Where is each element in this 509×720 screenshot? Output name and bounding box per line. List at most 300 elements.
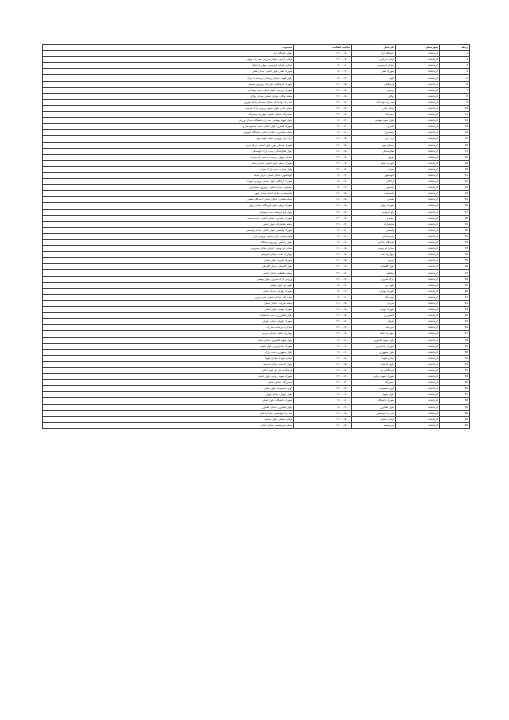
cell-site: ماهیدشت xyxy=(352,191,396,197)
cell-description: شهرک معلم، بلوار اصلی، میدان معلم xyxy=(43,160,294,166)
cell-site: بیستون xyxy=(352,185,396,191)
cell-index: 41 xyxy=(440,294,470,300)
cell-site: بلوار اندیشه xyxy=(352,361,396,367)
cell-hours: ۰۹:۰۰-۱۱:۰۰ xyxy=(294,398,352,404)
cell-index: 61 xyxy=(440,416,470,422)
cell-city: کرمانشاه xyxy=(396,124,440,130)
cell-hours: ۱۴:۰۰-۱۶:۰۰ xyxy=(294,215,352,221)
cell-hours: ۱۶:۰۰-۱۸:۰۰ xyxy=(294,142,352,148)
cell-description: محله هلشی، خیابان اصلی، ایستگاه هلشی xyxy=(43,197,294,203)
cell-city: کرمانشاه xyxy=(396,63,440,69)
cell-index: 30 xyxy=(440,227,470,233)
cell-index: 56 xyxy=(440,386,470,392)
cell-index: 38 xyxy=(440,276,470,282)
cell-city: کرمانشاه xyxy=(396,288,440,294)
cell-index: 31 xyxy=(440,233,470,239)
cell-site: کوی مسعودیه xyxy=(352,386,396,392)
cell-description: بلوار سراب، جنب پارک سراب xyxy=(43,166,294,172)
cell-hours: ۰۹:۰۰-۱۱:۰۰ xyxy=(294,179,352,185)
cell-hours: ۱۶:۰۰-۱۸:۰۰ xyxy=(294,246,352,252)
cell-description: شهرک ژاندارمری، بلوار اصلی xyxy=(43,343,294,349)
cell-hours: ۱۶:۰۰-۱۸:۰۰ xyxy=(294,355,352,361)
cell-hours: ۱۶:۰۰-۱۸:۰۰ xyxy=(294,307,352,313)
cell-index: 3 xyxy=(440,63,470,69)
cell-index: 59 xyxy=(440,404,470,410)
cell-hours: ۰۹:۰۰-۱۱:۰۰ xyxy=(294,118,352,124)
cell-site: شهرک دانشگاه xyxy=(352,398,396,404)
cell-hours: ۱۴:۰۰-۱۶:۰۰ xyxy=(294,112,352,118)
cell-city: کرمانشاه xyxy=(396,148,440,154)
cell-city: کرمانشاه xyxy=(396,172,440,178)
cell-site: سراب xyxy=(352,166,396,172)
cell-city: کرمانشاه xyxy=(396,374,440,380)
cell-description: محله سرچشمه، خیابان اصلی xyxy=(43,422,294,428)
table-body xyxy=(43,51,470,429)
cell-index: 14 xyxy=(440,130,470,136)
cell-hours: ۰۹:۰۰-۱۱:۰۰ xyxy=(294,337,352,343)
header-city: شهرستان xyxy=(396,45,440,51)
cell-index: 40 xyxy=(440,288,470,294)
cell-description: بلوار طاق‌بستان، جنب پارک کوهستان xyxy=(43,148,294,154)
cell-hours: ۱۴:۰۰-۱۶:۰۰ xyxy=(294,154,352,160)
cell-index: 9 xyxy=(440,99,470,105)
cell-index: 11 xyxy=(440,112,470,118)
cell-site: امیریه xyxy=(352,258,396,264)
cell-description: شهرک مسکن مهر، بلوار اصلی، مرکز خرید xyxy=(43,142,294,148)
cell-site: ایستگاه راه‌آهن xyxy=(352,240,396,246)
cell-site: شهرک پرواز xyxy=(352,203,396,209)
cell-description: چهارراه نفت، خیابان شریعتی xyxy=(43,252,294,258)
cell-description: شهرک امیریه، بلوار اصلی xyxy=(43,258,294,264)
cell-hours: ۰۹:۰۰-۱۱:۰۰ xyxy=(294,185,352,191)
cell-hours: ۰۹:۰۰-۱۱:۰۰ xyxy=(294,343,352,349)
cell-index: 21 xyxy=(440,172,470,178)
cell-city: کرمانشاه xyxy=(396,51,440,57)
cell-description: سه راه دولت‌آباد، خیابان مصدق، پایانه شهری xyxy=(43,99,294,105)
cell-city: کرمانشاه xyxy=(396,252,440,258)
cell-site: میدان فردوسی xyxy=(352,246,396,252)
cell-site: الهیه xyxy=(352,75,396,81)
cell-hours: ۰۹:۰۰-۱۱:۰۰ xyxy=(294,124,352,130)
cell-description: شهرک بهاران، میدان اصلی xyxy=(43,288,294,294)
cell-hours: ۰۹:۰۰-۱۱:۰۰ xyxy=(294,392,352,398)
cell-city: کرمانشاه xyxy=(396,276,440,282)
header-description: محدوده xyxy=(43,45,294,51)
cell-hours: ۱۴:۰۰-۱۶:۰۰ xyxy=(294,166,352,172)
cell-city: کرمانشاه xyxy=(396,349,440,355)
cell-hours: ۱۶:۰۰-۱۸:۰۰ xyxy=(294,410,352,416)
cell-description: محله چقامیرزا، خیابان اصلی، ایستگاه اتوبوس xyxy=(43,130,294,136)
cell-index: 45 xyxy=(440,319,470,325)
cell-description: بیستون، میدان اصلی، روبروی بخشداری xyxy=(43,185,294,191)
cell-city: کرمانشاه xyxy=(396,325,440,331)
cell-city: کرمانشاه xyxy=(396,282,440,288)
cell-city: کرمانشاه xyxy=(396,361,440,367)
cell-hours: ۰۹:۰۰-۱۱:۰۰ xyxy=(294,233,352,239)
cell-description: بلوار دانشگاه آزاد xyxy=(43,51,294,57)
cell-hours: ۱۶:۰۰-۱۸:۰۰ xyxy=(294,416,352,422)
cell-description: شهرک دانشگاه، بلوار اصلی xyxy=(43,398,294,404)
cell-description: بلوار گلستان، میدان گلستان xyxy=(43,264,294,270)
cell-site: هلشی xyxy=(352,197,396,203)
cell-city: کرمانشاه xyxy=(396,209,440,215)
cell-hours: ۱۴:۰۰-۱۶:۰۰ xyxy=(294,331,352,337)
cell-site: فرهنگیان دو xyxy=(352,367,396,373)
cell-description: بلوار اندیشه، میدان اندیشه xyxy=(43,361,294,367)
cell-site: بلوار جمهوری xyxy=(352,349,396,355)
cell-hours: ۰۹:۰۰-۱۱:۰۰ xyxy=(294,294,352,300)
cell-city: کرمانشاه xyxy=(396,130,440,136)
cell-city: کرمانشاه xyxy=(396,118,440,124)
cell-site: دولت‌آباد xyxy=(352,294,396,300)
cell-city: کرمانشاه xyxy=(396,337,440,343)
cell-description: بلوار کشاورز، میدان کشاورز xyxy=(43,404,294,410)
cell-city: کرمانشاه xyxy=(396,69,440,75)
cell-site: شهرک معلم xyxy=(352,160,396,166)
cell-index: 12 xyxy=(440,118,470,124)
cell-index: 53 xyxy=(440,367,470,373)
cell-city: کرمانشاه xyxy=(396,300,440,306)
cell-description: میدان مصلی، بلوار مصلی xyxy=(43,416,294,422)
cell-hours: ۱۶:۰۰-۱۸:۰۰ xyxy=(294,81,352,87)
cell-site: فرهنگیان xyxy=(352,81,396,87)
cell-description: شهرک شهید رجایی، بلوار اصلی xyxy=(43,374,294,380)
cell-index: 6 xyxy=(440,81,470,87)
cell-site: نیلوفر xyxy=(352,319,396,325)
cell-hours: ۱۴:۰۰-۱۶:۰۰ xyxy=(294,51,352,57)
cell-site: چهارراه نفت xyxy=(352,252,396,258)
cell-description: شهرک فرهنگیان، فاز یک، روبروی مسجد xyxy=(43,81,294,87)
cell-site: پردیس xyxy=(352,87,396,93)
cell-index: 19 xyxy=(440,160,470,166)
cell-site: بلوار گلستان xyxy=(352,264,396,270)
cell-index: 33 xyxy=(440,246,470,252)
cell-index: 24 xyxy=(440,191,470,197)
cell-index: 2 xyxy=(440,57,470,63)
cell-site: شهرک بهاران xyxy=(352,288,396,294)
cell-index: 32 xyxy=(440,240,470,246)
cell-description: دره دراز، ورودی محله، کوچه بهار xyxy=(43,136,294,142)
cell-description: شهرک نیلوفر، میدان نیلوفر xyxy=(43,319,294,325)
cell-site: میدان مرکزی xyxy=(352,57,396,63)
cell-hours: ۱۴:۰۰-۱۶:۰۰ xyxy=(294,264,352,270)
cell-hours: ۱۶:۰۰-۱۸:۰۰ xyxy=(294,258,352,264)
cell-index: 48 xyxy=(440,337,470,343)
cell-site: دبیرخانه xyxy=(352,325,396,331)
cell-description: فرهنگیان فاز دو، بلوار اصلی xyxy=(43,367,294,373)
cell-site: جعفرآباد xyxy=(352,112,396,118)
cell-city: کرمانشاه xyxy=(396,258,440,264)
cell-index: 22 xyxy=(440,179,470,185)
cell-index: 1 xyxy=(440,51,470,57)
cell-hours: ۱۴:۰۰-۱۶:۰۰ xyxy=(294,325,352,331)
cell-city: کرمانشاه xyxy=(396,355,440,361)
cell-description: کیهانشهر، خیابان اصلی، مرکز محله xyxy=(43,172,294,178)
cell-site: کشاورزی xyxy=(352,313,396,319)
cell-city: کرمانشاه xyxy=(396,87,440,93)
cell-hours: ۱۴:۰۰-۱۶:۰۰ xyxy=(294,57,352,63)
cell-description: بلوار کشاورزی، جنب دانشکده xyxy=(43,313,294,319)
cell-description: ورودی پارک شیرین، بلوار بهشتی xyxy=(43,276,294,282)
cell-site: شهرک مهدیه xyxy=(352,307,396,313)
cell-hours: ۱۴:۰۰-۱۶:۰۰ xyxy=(294,270,352,276)
cell-index: 50 xyxy=(440,349,470,355)
cell-hours: ۱۶:۰۰-۱۸:۰۰ xyxy=(294,87,352,93)
cell-city: کرمانشاه xyxy=(396,416,440,422)
cell-site: سرچشمه xyxy=(352,422,396,428)
cell-site: دره دراز xyxy=(352,136,396,142)
cell-site: حافظیه xyxy=(352,270,396,276)
cell-index: 35 xyxy=(440,258,470,264)
cell-hours: ۰۹:۰۰-۱۱:۰۰ xyxy=(294,172,352,178)
cell-city: کرمانشاه xyxy=(396,99,440,105)
cell-city: کرمانشاه xyxy=(396,319,440,325)
cell-hours: ۰۹:۰۰-۱۱:۰۰ xyxy=(294,130,352,136)
cell-description: بلوار شهید بهشتی، سه راه دانشگاه، میدان ورزش xyxy=(43,118,294,124)
cell-city: کرمانشاه xyxy=(396,270,440,276)
cell-description: محله حافظیه، خیابان اصلی xyxy=(43,270,294,276)
cell-hours: ۱۶:۰۰-۱۸:۰۰ xyxy=(294,148,352,154)
cell-city: کرمانشاه xyxy=(396,380,440,386)
cell-city: کرمانشاه xyxy=(396,227,440,233)
cell-city: کرمانشاه xyxy=(396,264,440,270)
cell-city: کرمانشاه xyxy=(396,221,440,227)
cell-description: سبزه‌میدان، بازار سنتی، ورودی بازار xyxy=(43,233,294,239)
cell-index: 29 xyxy=(440,221,470,227)
header-index: ردیف xyxy=(440,45,470,51)
cell-site: پارک شیرین xyxy=(352,276,396,282)
cell-city: کرمانشاه xyxy=(396,160,440,166)
cell-description: کوی مسعودیه، بلوار اصلی xyxy=(43,386,294,392)
cell-hours: ۱۶:۰۰-۱۸:۰۰ xyxy=(294,191,352,197)
cell-site: سه راه دولت‌آباد xyxy=(352,99,396,105)
cell-description: ماهیدشت، خیابان امام، میدان شهر xyxy=(43,191,294,197)
cell-hours: ۱۴:۰۰-۱۶:۰۰ xyxy=(294,99,352,105)
cell-site: دانشگاه آزاد xyxy=(352,51,396,57)
cell-site: الهیه دو xyxy=(352,282,396,288)
cell-description: بلوار راه‌آهن، روبروی ایستگاه xyxy=(43,240,294,246)
cell-hours: ۱۶:۰۰-۱۸:۰۰ xyxy=(294,197,352,203)
cell-index: 42 xyxy=(440,300,470,306)
cell-site: چقامیرزا xyxy=(352,130,396,136)
cell-city: کرمانشاه xyxy=(396,81,440,87)
cell-city: کرمانشاه xyxy=(396,185,440,191)
cell-index: 49 xyxy=(440,343,470,349)
cell-site: شاطرآباد xyxy=(352,221,396,227)
cell-city: کرمانشاه xyxy=(396,422,440,428)
cell-description: ابتدای خیابان فردوسی، چهارراه اجاق xyxy=(43,63,294,69)
cell-description: شهرک رشیدی، خیابان اصلی، جنب مسجد xyxy=(43,215,294,221)
cell-description: بلوار الهیه، خیابان پرستار، نرسیده به پارک xyxy=(43,75,294,81)
cell-hours: ۱۴:۰۰-۱۶:۰۰ xyxy=(294,319,352,325)
header-hours: ساعت فعالیت xyxy=(294,45,352,51)
cell-description: میدان آزادی، خیابان مدرس، سه راه نوبهار xyxy=(43,57,294,63)
cell-index: 54 xyxy=(440,374,470,380)
cell-site: میدان مصلی xyxy=(352,416,396,422)
cell-site: طاق‌بستان xyxy=(352,148,396,154)
cell-city: کرمانشاه xyxy=(396,398,440,404)
cell-description: شهرک پردیس، بلوار اصلی، جنب بوستان xyxy=(43,87,294,93)
cell-description: چهارراه اجاق، خیابان مدرس xyxy=(43,331,294,337)
cell-site: باغ ابریشم xyxy=(352,209,396,215)
cell-description: شهرک ولیعصر، بلوار اصلی، میدان ولیعصر xyxy=(43,227,294,233)
cell-city: کرمانشاه xyxy=(396,142,440,148)
cell-description: شهرک مهدیه، بلوار اصلی xyxy=(43,307,294,313)
cell-description: محله نوکان، خیابان اصلی، میدان نوکان xyxy=(43,93,294,99)
cell-city: کرمانشاه xyxy=(396,154,440,160)
cell-index: 37 xyxy=(440,270,470,276)
cell-index: 28 xyxy=(440,215,470,221)
cell-hours: ۱۶:۰۰-۱۸:۰۰ xyxy=(294,203,352,209)
cell-index: 55 xyxy=(440,380,470,386)
cell-description: الهیه دو، بلوار نیلوفر xyxy=(43,282,294,288)
cell-index: 13 xyxy=(440,124,470,130)
cell-city: کرمانشاه xyxy=(396,307,440,313)
cell-hours: ۱۴:۰۰-۱۶:۰۰ xyxy=(294,160,352,166)
cell-hours: ۱۶:۰۰-۱۸:۰۰ xyxy=(294,422,352,428)
cell-index: 16 xyxy=(440,142,470,148)
cell-description: شهرک پرواز، بلوار فرودگاه، میدان پرواز xyxy=(43,203,294,209)
cell-site: خیابان فردوسی xyxy=(352,63,396,69)
cell-hours: ۰۹:۰۰-۱۱:۰۰ xyxy=(294,69,352,75)
cell-description: شهرک آزادگان، بلوار اصلی، ورودی شهرک xyxy=(43,179,294,185)
cell-city: کرمانشاه xyxy=(396,136,440,142)
cell-site: آزادگان xyxy=(352,179,396,185)
cell-index: 43 xyxy=(440,307,470,313)
cell-hours: ۱۶:۰۰-۱۸:۰۰ xyxy=(294,367,352,373)
cell-city: کرمانشاه xyxy=(396,410,440,416)
cell-site: نوبهار xyxy=(352,154,396,160)
cell-site: بلوار کشاورز xyxy=(352,404,396,410)
cell-hours: ۱۶:۰۰-۱۸:۰۰ xyxy=(294,300,352,306)
cell-hours: ۰۹:۰۰-۱۱:۰۰ xyxy=(294,240,352,246)
cell-description: شهرک ظفر، بلوار اصلی، میدان ظفر xyxy=(43,69,294,75)
cell-city: کرمانشاه xyxy=(396,343,440,349)
cell-index: 47 xyxy=(440,331,470,337)
cell-index: 44 xyxy=(440,313,470,319)
cell-city: کرمانشاه xyxy=(396,203,440,209)
cell-index: 18 xyxy=(440,154,470,160)
cell-city: کرمانشاه xyxy=(396,93,440,99)
cell-site: بلوار شهید کشوری xyxy=(352,337,396,343)
cell-description: سه راه جوانشیر، خیابان اصلی xyxy=(43,410,294,416)
cell-index: 39 xyxy=(440,282,470,288)
cell-city: کرمانشاه xyxy=(396,215,440,221)
cell-index: 36 xyxy=(440,264,470,270)
cell-index: 46 xyxy=(440,325,470,331)
cell-index: 20 xyxy=(440,166,470,172)
cell-description: خیابان دبیرخانه، سه راه xyxy=(43,325,294,331)
cell-hours: ۱۴:۰۰-۱۶:۰۰ xyxy=(294,221,352,227)
cell-index: 5 xyxy=(440,75,470,81)
cell-index: 62 xyxy=(440,422,470,428)
schedule-table xyxy=(42,44,470,429)
cell-index: 26 xyxy=(440,203,470,209)
cell-city: کرمانشاه xyxy=(396,294,440,300)
cell-hours: ۱۴:۰۰-۱۶:۰۰ xyxy=(294,380,352,386)
cell-site: مسکن مهر xyxy=(352,142,396,148)
cell-hours: ۰۹:۰۰-۱۱:۰۰ xyxy=(294,75,352,81)
cell-city: کرمانشاه xyxy=(396,179,440,185)
cell-hours: ۱۴:۰۰-۱۶:۰۰ xyxy=(294,374,352,380)
cell-site: سه راه جوانشیر xyxy=(352,410,396,416)
cell-description: بلوار باغ ابریشم، جنب بوستان xyxy=(43,209,294,215)
cell-description: شهرک کسری، بلوار اصلی، جنب مجتمع تجاری xyxy=(43,124,294,130)
cell-description: محله سرتپ، خیابان اصلی xyxy=(43,300,294,306)
cell-city: کرمانشاه xyxy=(396,57,440,63)
cell-site: نوکان xyxy=(352,93,396,99)
cell-city: کرمانشاه xyxy=(396,112,440,118)
cell-city: کرمانشاه xyxy=(396,246,440,252)
cell-city: کرمانشاه xyxy=(396,392,440,398)
cell-index: 17 xyxy=(440,148,470,154)
cell-site: حسن‌آباد xyxy=(352,380,396,386)
cell-hours: ۱۶:۰۰-۱۸:۰۰ xyxy=(294,93,352,99)
cell-site: میدان شهدا xyxy=(352,355,396,361)
cell-description: بلوار نوبهار، میدان نوبهار xyxy=(43,392,294,398)
cell-hours: ۱۶:۰۰-۱۸:۰۰ xyxy=(294,252,352,258)
cell-hours: ۰۹:۰۰-۱۱:۰۰ xyxy=(294,282,352,288)
cell-description: بلوار جمهوری، جنب پارک xyxy=(43,349,294,355)
cell-index: 60 xyxy=(440,410,470,416)
cell-city: کرمانشاه xyxy=(396,166,440,172)
cell-description: خیابان نوبهار، نرسیده به سه راه سراب xyxy=(43,154,294,160)
cell-index: 58 xyxy=(440,398,470,404)
cell-index: 10 xyxy=(440,105,470,111)
cell-hours: ۱۴:۰۰-۱۶:۰۰ xyxy=(294,276,352,282)
cell-site: چهارراه اجاق xyxy=(352,331,396,337)
cell-hours: ۱۶:۰۰-۱۸:۰۰ xyxy=(294,136,352,142)
cell-index: 7 xyxy=(440,87,470,93)
cell-city: کرمانشاه xyxy=(396,240,440,246)
cell-site: کسری xyxy=(352,124,396,130)
cell-site: سبزه‌میدان xyxy=(352,233,396,239)
cell-index: 8 xyxy=(440,93,470,99)
cell-site: سرتپ xyxy=(352,300,396,306)
cell-hours: ۰۹:۰۰-۱۱:۰۰ xyxy=(294,227,352,233)
cell-city: کرمانشاه xyxy=(396,331,440,337)
cell-hours: ۰۹:۰۰-۱۱:۰۰ xyxy=(294,349,352,355)
cell-hours: ۱۶:۰۰-۱۸:۰۰ xyxy=(294,313,352,319)
cell-description: محله شاطرآباد، بلوار اصلی xyxy=(43,221,294,227)
cell-index: 27 xyxy=(440,209,470,215)
cell-city: کرمانشاه xyxy=(396,233,440,239)
cell-hours: ۱۴:۰۰-۱۶:۰۰ xyxy=(294,105,352,111)
cell-description: جعفرآباد، خیابان اصلی، چهارراه جعفرآباد xyxy=(43,112,294,118)
cell-index: 51 xyxy=(440,355,470,361)
cell-city: کرمانشاه xyxy=(396,367,440,373)
cell-site: بلوار نوبهار xyxy=(352,392,396,398)
table-row xyxy=(43,422,470,428)
cell-hours: ۰۹:۰۰-۱۱:۰۰ xyxy=(294,63,352,69)
cell-index: 57 xyxy=(440,392,470,398)
cell-city: کرمانشاه xyxy=(396,75,440,81)
cell-city: کرمانشاه xyxy=(396,191,440,197)
cell-hours: ۰۹:۰۰-۱۱:۰۰ xyxy=(294,404,352,410)
cell-description: دولت‌آباد، خیابان اصلی، پمپ بنزین xyxy=(43,294,294,300)
cell-index: 15 xyxy=(440,136,470,142)
cell-description: میدان فردوسی، ابتدای خیابان سیروس xyxy=(43,246,294,252)
header-site: نام محل xyxy=(352,45,396,51)
cell-hours: ۱۴:۰۰-۱۶:۰۰ xyxy=(294,386,352,392)
cell-site: ولیعصر xyxy=(352,227,396,233)
cell-index: 4 xyxy=(440,69,470,75)
cell-city: کرمانشاه xyxy=(396,313,440,319)
cell-index: 52 xyxy=(440,361,470,367)
cell-site: میدان مادر xyxy=(352,105,396,111)
cell-description: بلوار شهید کشوری، میدان سپاه xyxy=(43,337,294,343)
cell-index: 25 xyxy=(440,197,470,203)
